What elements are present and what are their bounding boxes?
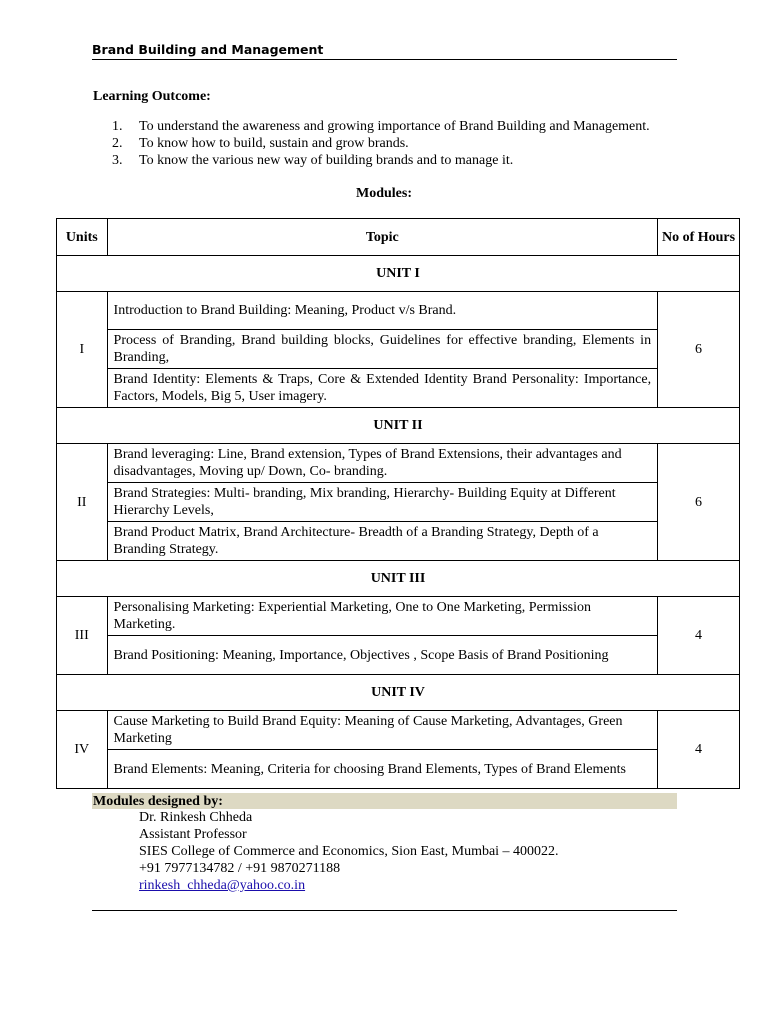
list-item <box>112 152 675 169</box>
header-hours: No of Hours <box>658 219 740 256</box>
unit-heading-row <box>57 256 740 292</box>
topic-cell: Process of Branding, Brand building blocks, Guidelines for effective branding, Elements in Branding, <box>107 330 658 369</box>
modules-title: Modules: <box>356 186 412 201</box>
table-row <box>57 636 740 675</box>
list-text: To know the various new way of building brands and to manage it. <box>139 153 514 168</box>
designer-details <box>92 809 677 894</box>
table-row <box>57 522 740 561</box>
unit-heading: UNIT II <box>57 408 740 444</box>
unit-number: III <box>57 597 108 675</box>
designer-name: Dr. Rinkesh Chheda <box>139 810 253 825</box>
designer-position: Assistant Professor <box>139 827 247 842</box>
topic-cell: Personalising Marketing: Experiential Marketing, One to One Marketing, Permission Marketing. <box>107 597 658 636</box>
learning-outcome-list <box>112 118 675 169</box>
list-number: 2. <box>112 136 123 151</box>
hours-cell: 4 <box>658 597 740 675</box>
topic-cell: Brand Identity: Elements & Traps, Core & Extended Identity Brand Personality: Importance, Factors, Models, Big 5, User imagery. <box>107 369 658 408</box>
unit-heading-row <box>57 408 740 444</box>
unit-heading-row <box>57 561 740 597</box>
table-row <box>57 369 740 408</box>
header-topic: Topic <box>107 219 658 256</box>
topic-cell: Introduction to Brand Building: Meaning, Product v/s Brand. <box>107 292 658 330</box>
unit-number: II <box>57 444 108 561</box>
table-row <box>57 444 740 483</box>
topic-cell: Brand leveraging: Line, Brand extension, Types of Brand Extensions, their advantages and disadvantages, Moving up/ Down, Co- branding. <box>107 444 658 483</box>
designer-phone: +91 7977134782 / +91 9870271188 <box>139 861 341 876</box>
hours-cell: 6 <box>658 444 740 561</box>
table-row <box>57 597 740 636</box>
table-row <box>57 292 740 330</box>
header-units: Units <box>57 219 108 256</box>
list-number: 3. <box>112 153 123 168</box>
list-text: To understand the awareness and growing importance of Brand Building and Management. <box>139 119 650 134</box>
table-row <box>57 330 740 369</box>
table-row <box>57 750 740 789</box>
designed-by-title: Modules designed by: <box>92 793 677 809</box>
unit-heading-row <box>57 675 740 711</box>
footer-divider <box>92 910 677 911</box>
hours-cell: 6 <box>658 292 740 408</box>
unit-heading: UNIT III <box>57 561 740 597</box>
topic-cell: Brand Positioning: Meaning, Importance, Objectives , Scope Basis of Brand Positioning <box>107 636 658 675</box>
topic-cell: Brand Strategies: Multi- branding, Mix branding, Hierarchy- Building Equity at Different Hierarchy Levels, <box>107 483 658 522</box>
list-item <box>112 118 675 135</box>
list-number: 1. <box>112 119 123 134</box>
designer-email-link[interactable]: rinkesh_chheda@yahoo.co.in <box>139 878 306 893</box>
table-row <box>57 483 740 522</box>
learning-outcome-title: Learning Outcome: <box>93 89 211 104</box>
unit-number: IV <box>57 711 108 789</box>
table-row <box>57 711 740 750</box>
list-text: To know how to build, sustain and grow brands. <box>139 136 409 151</box>
designed-by-section <box>92 793 677 894</box>
page-header: Brand Building and Management <box>92 42 677 60</box>
modules-table <box>56 218 740 789</box>
unit-number: I <box>57 292 108 408</box>
list-item <box>112 135 675 152</box>
topic-cell: Brand Elements: Meaning, Criteria for choosing Brand Elements, Types of Brand Elements <box>107 750 658 789</box>
topic-cell: Cause Marketing to Build Brand Equity: Meaning of Cause Marketing, Advantages, Green Marketing <box>107 711 658 750</box>
designer-institution: SIES College of Commerce and Economics, Sion East, Mumbai – 400022. <box>139 844 559 859</box>
hours-cell: 4 <box>658 711 740 789</box>
unit-heading: UNIT IV <box>57 675 740 711</box>
topic-cell: Brand Product Matrix, Brand Architecture- Breadth of a Branding Strategy, Depth of a Branding Strategy. <box>107 522 658 561</box>
table-header-row <box>57 219 740 256</box>
unit-heading: UNIT I <box>57 256 740 292</box>
